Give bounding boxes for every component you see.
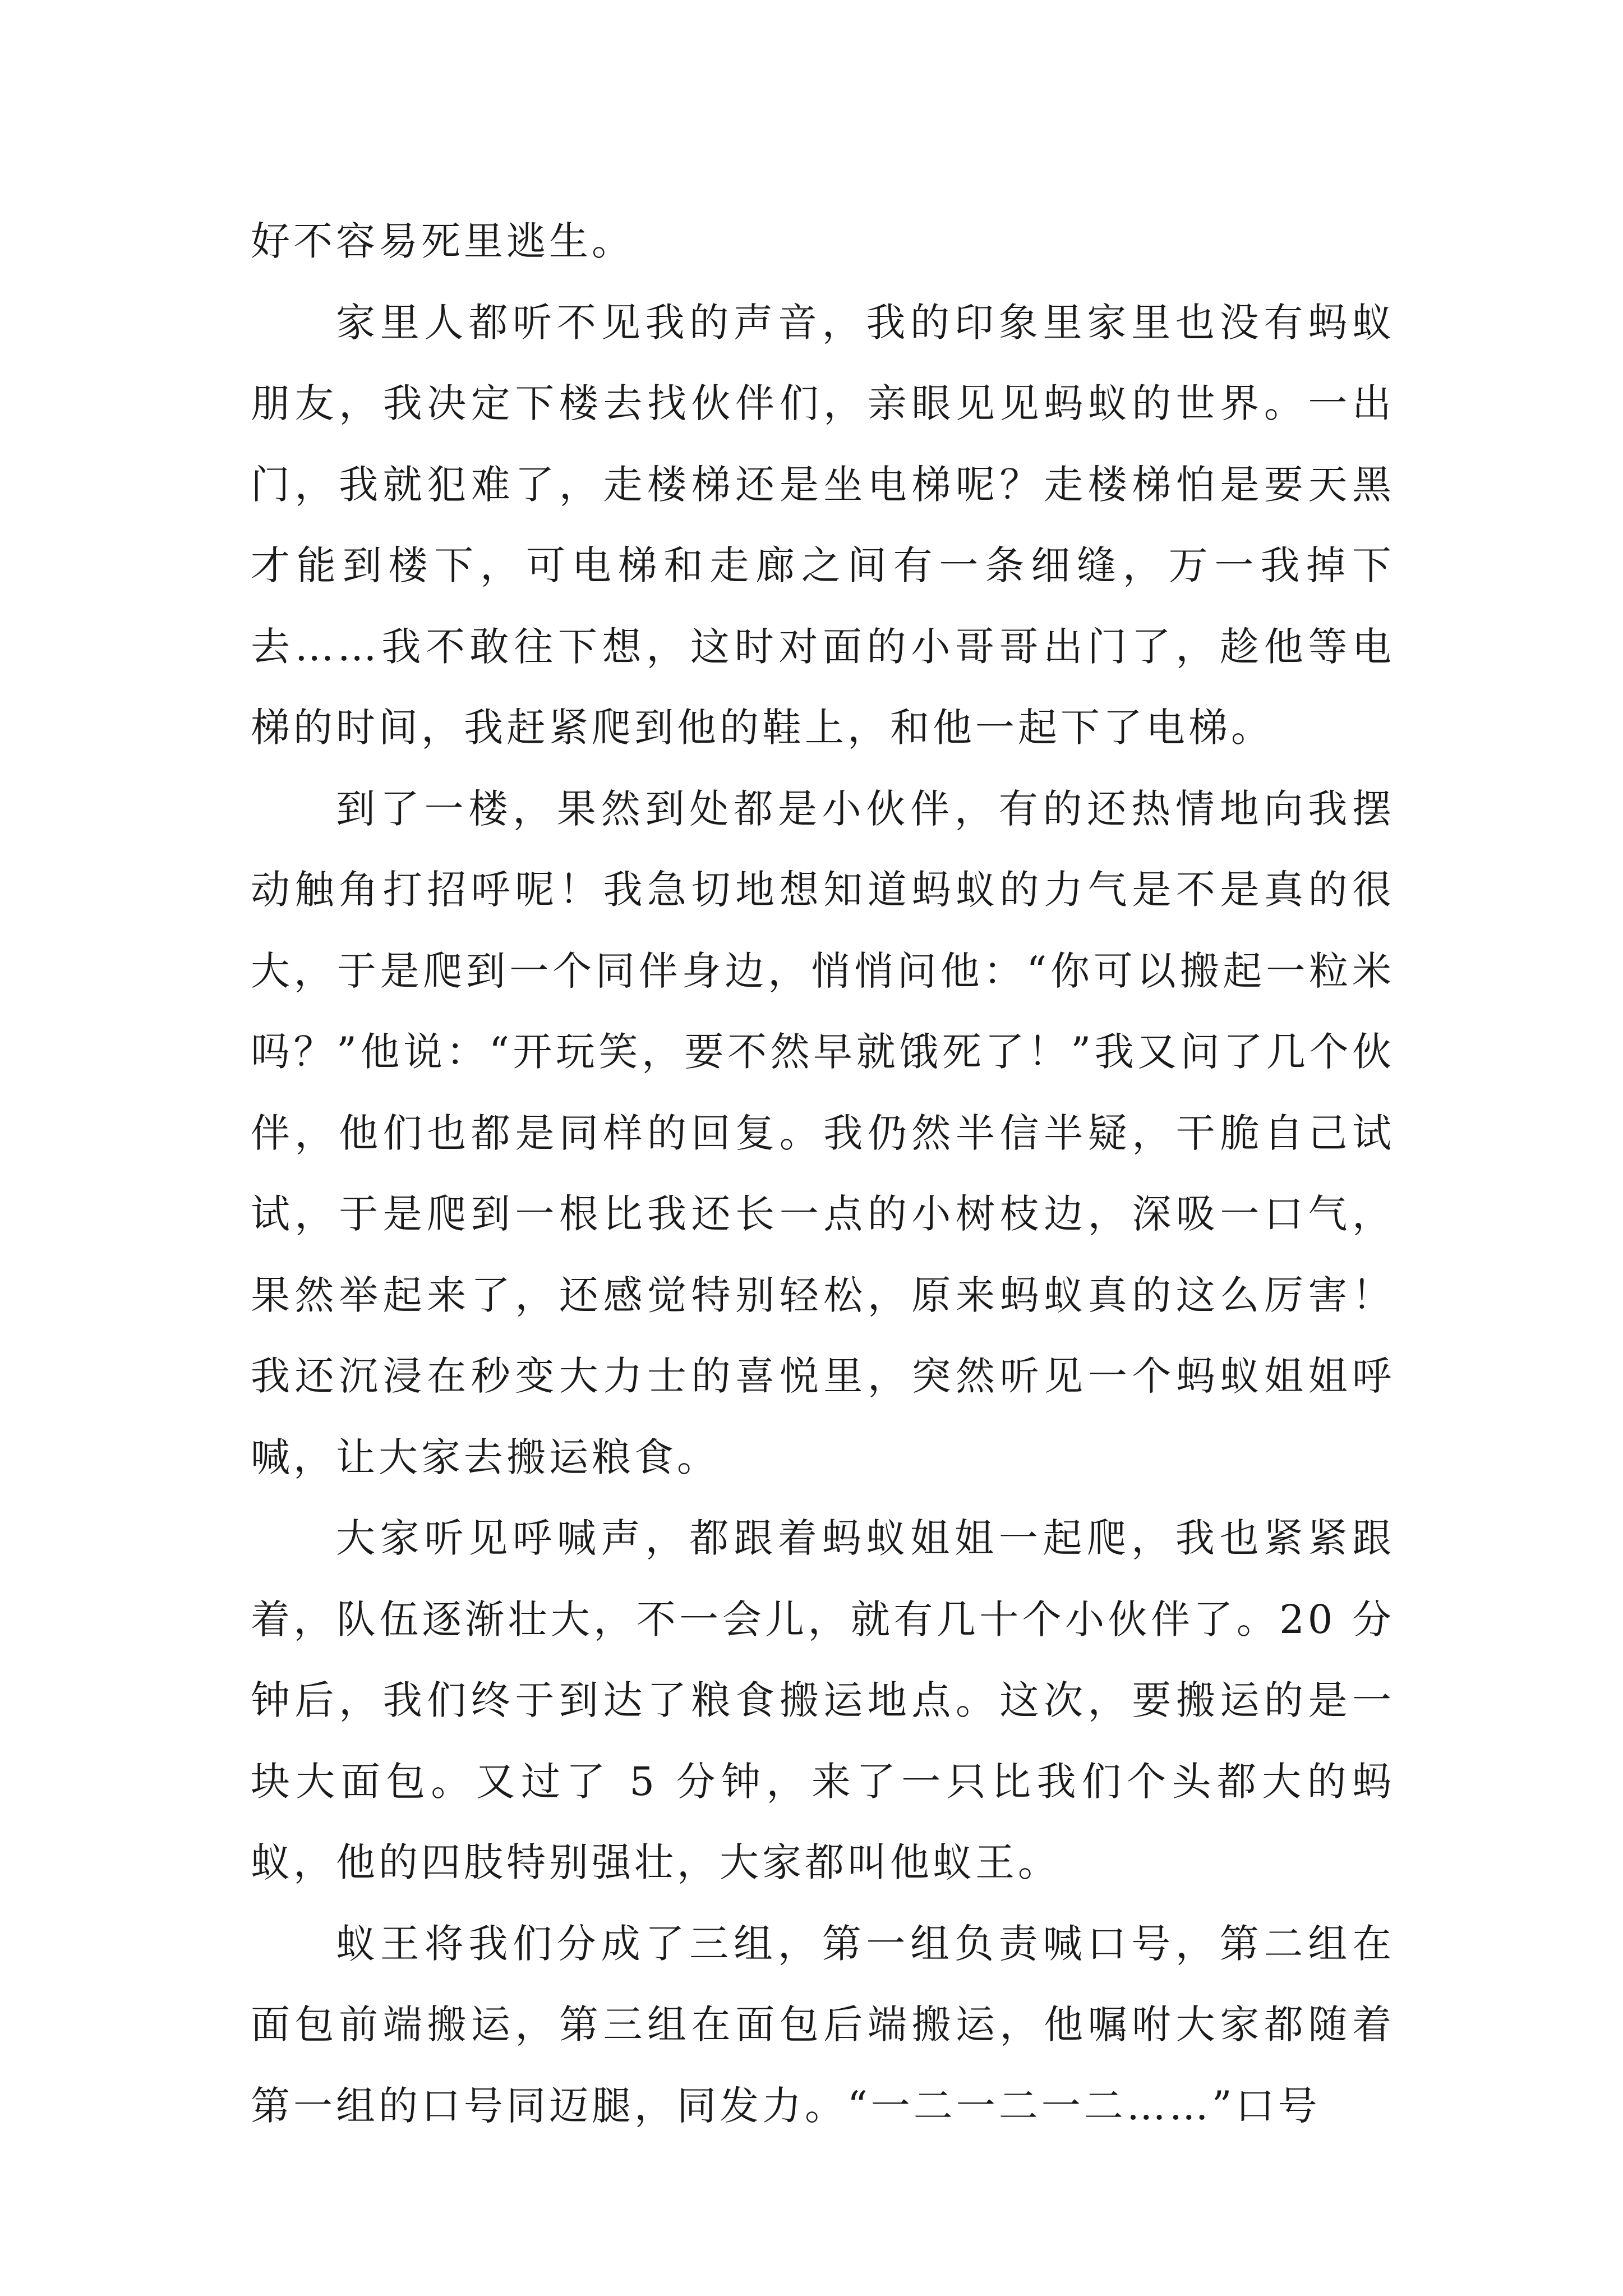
paragraph-5: 蚁王将我们分成了三组，第一组负责喊口号，第二组在面包前端搬运，第三组在面包后端搬运，他嘱咐大家都随着第一组的口号同迈腿，同发力。“一二一二一二……”口号 [251,1920,1395,2129]
paragraph-4: 大家听见呼喊声，都跟着蚂蚁姐姐一起爬，我也紧紧跟着，队伍逐渐壮大，不一会儿，就有几十个小伙伴了。20 分钟后，我们终于到达了粮食搬运地点。这次，要搬运的是一块大面包。又过了 5 分钟，来了一只比我们个头都大的蚂蚁，他的四肢特别强壮，大家都叫他蚁王。 [251,1515,1395,1885]
body-text [251,201,1395,2146]
paragraph-3: 到了一楼，果然到处都是小伙伴，有的还热情地向我摆动触角打招呼呢！我急切地想知道蚂蚁的力气是不是真的很大，于是爬到一个同伴身边，悄悄问他：“你可以搬起一粒米吗？”他说：“开玩笑，要不然早就饿死了！”我又问了几个伙伴，他们也都是同样的回复。我仍然半信半疑，干脆自己试试，于是爬到一根比我还长一点的小树枝边，深吸一口气，果然举起来了，还感觉特别轻松，原来蚂蚁真的这么厉害！我还沉浸在秒变大力士的喜悦里，突然听见一个蚂蚁姐姐呼喊，让大家去搬运粮食。 [251,785,1395,1480]
paragraph-1: 好不容易死里逃生。 [251,218,634,264]
paragraph-2: 家里人都听不见我的声音，我的印象里家里也没有蚂蚁朋友，我决定下楼去找伙伴们，亲眼见见蚂蚁的世界。一出门，我就犯难了，走楼梯还是坐电梯呢？走楼梯怕是要天黑才能到楼下，可电梯和走廊之间有一条细缝，万一我掉下去……我不敢往下想，这时对面的小哥哥出门了，趁他等电梯的时间，我赶紧爬到他的鞋上，和他一起下了电梯。 [251,299,1395,751]
